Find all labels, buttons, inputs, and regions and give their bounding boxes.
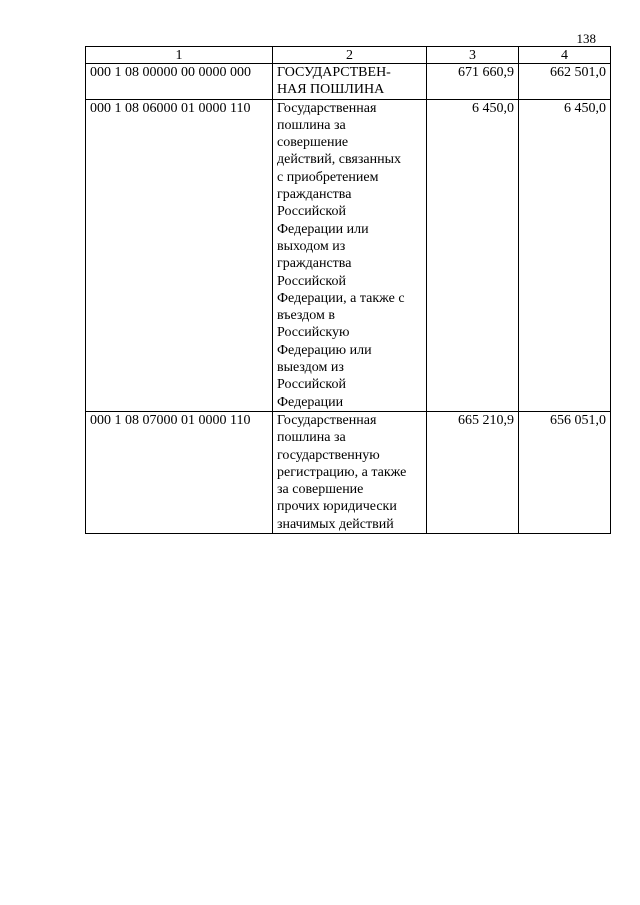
item-name-line: выходом из <box>277 238 346 254</box>
item-name-line: выездом из <box>277 360 344 376</box>
table-header-row <box>86 47 611 64</box>
amount-column-3-cell: 671 660,9 <box>427 64 519 100</box>
item-name-line: Российскую <box>277 325 350 341</box>
item-name-cell <box>273 99 427 411</box>
table-row <box>86 411 611 533</box>
amount-column-4-cell: 6 450,0 <box>519 99 611 411</box>
item-name-line: за совершение <box>277 482 364 498</box>
table-row <box>86 99 611 411</box>
page-number: 138 <box>576 31 596 46</box>
item-name-line: регистрацию, а также <box>277 464 407 480</box>
amount-column-4-cell: 656 051,0 <box>519 411 611 533</box>
item-name-line: совершение <box>277 135 349 151</box>
budget-code-cell: 000 1 08 07000 01 0000 110 <box>86 411 273 533</box>
amount-column-4-cell: 662 501,0 <box>519 64 611 100</box>
column-header-2: 2 <box>273 47 427 64</box>
item-name-line: Российской <box>277 204 346 220</box>
budget-code-cell: 000 1 08 06000 01 0000 110 <box>86 99 273 411</box>
item-name-line: прочих юридически <box>277 499 397 515</box>
item-name-line: Государственная <box>277 412 377 428</box>
item-name-line: пошлина за <box>277 430 346 446</box>
item-name-line: действий, связанных <box>277 152 401 168</box>
item-name-line: Федерацию или <box>277 342 372 358</box>
budget-table <box>85 46 611 534</box>
column-header-4: 4 <box>519 47 611 64</box>
table-body <box>86 64 611 534</box>
item-name-line: Государственная <box>277 100 377 116</box>
amount-column-3-cell: 665 210,9 <box>427 411 519 533</box>
item-name-line: Федерации <box>277 394 344 410</box>
item-name-line: Российской <box>277 273 346 289</box>
item-name-line: с приобретением <box>277 169 379 185</box>
table-row <box>86 64 611 100</box>
item-name-line: гражданства <box>277 187 352 203</box>
item-name-line: Российской <box>277 377 346 393</box>
column-header-1: 1 <box>86 47 273 64</box>
item-name-line: пошлина за <box>277 117 346 133</box>
item-name-cell <box>273 64 427 100</box>
item-name-line: НАЯ ПОШЛИНА <box>277 82 385 98</box>
amount-column-3-cell: 6 450,0 <box>427 99 519 411</box>
item-name-line: Федерации или <box>277 221 369 237</box>
budget-code-cell: 000 1 08 00000 00 0000 000 <box>86 64 273 100</box>
item-name-line: значимых действий <box>277 516 394 532</box>
item-name-line: Федерации, а также с <box>277 290 405 306</box>
item-name-line: ГОСУДАРСТВЕН- <box>277 65 391 80</box>
item-name-line: гражданства <box>277 256 352 272</box>
item-name-line: въездом в <box>277 308 335 324</box>
item-name-cell <box>273 411 427 533</box>
item-name-line: государственную <box>277 447 380 463</box>
column-header-3: 3 <box>427 47 519 64</box>
